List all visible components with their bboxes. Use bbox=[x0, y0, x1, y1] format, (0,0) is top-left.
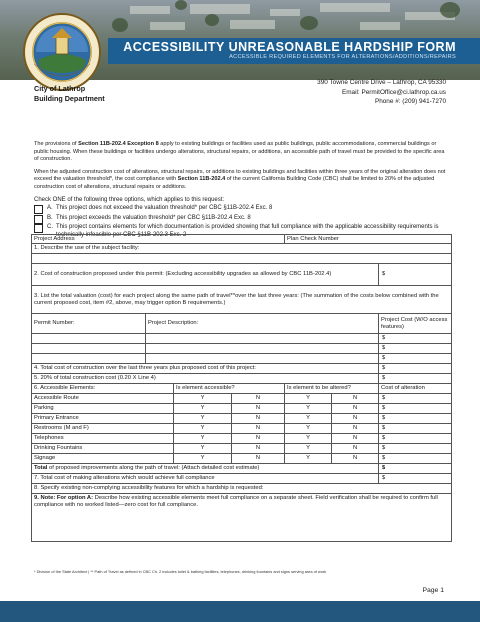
accessible-yes[interactable]: Y bbox=[174, 394, 232, 404]
altered-no[interactable]: N bbox=[332, 444, 379, 454]
check-instructions: Check ONE of the following three options, which applies to this request: bbox=[34, 196, 225, 203]
element-label: Accessible Route bbox=[32, 394, 174, 404]
element-row bbox=[32, 394, 452, 404]
alteration-cost-field[interactable]: $ bbox=[379, 394, 452, 404]
page-number: Page 1 bbox=[422, 587, 444, 594]
accessible-no[interactable]: N bbox=[232, 454, 285, 464]
q1-facility-use[interactable]: 1. Describe the use of the subject facility: bbox=[32, 244, 452, 254]
q5-cost-field[interactable]: $ bbox=[379, 374, 452, 384]
altered-no[interactable]: N bbox=[332, 434, 379, 444]
q2-construction-cost: 2. Cost of construction proposed under this permit: (Excluding accessibility upgrades as allowed by CBC 11B-202.4) bbox=[32, 264, 379, 286]
accessible-no[interactable]: N bbox=[232, 404, 285, 414]
project-address-field[interactable]: Project Address bbox=[32, 235, 285, 244]
q9-option-a-note[interactable] bbox=[32, 494, 452, 542]
alteration-cost-field[interactable]: $ bbox=[379, 414, 452, 424]
altered-yes[interactable]: Y bbox=[285, 394, 332, 404]
cost-row-2[interactable]: $ bbox=[379, 344, 452, 354]
contact-phone: Phone #: (209) 941-7270 bbox=[374, 98, 446, 105]
permit-row-1[interactable] bbox=[32, 334, 146, 344]
element-row bbox=[32, 404, 452, 414]
accessible-yes[interactable]: Y bbox=[174, 404, 232, 414]
altered-yes[interactable]: Y bbox=[285, 414, 332, 424]
permit-row-3[interactable] bbox=[32, 354, 146, 364]
cost-of-alteration-header: Cost of alteration bbox=[379, 384, 452, 394]
project-cost-header: Project Cost (W/O access features) bbox=[379, 314, 452, 334]
accessible-no[interactable]: N bbox=[232, 394, 285, 404]
element-row bbox=[32, 444, 452, 454]
description-row-1[interactable] bbox=[146, 334, 379, 344]
permit-number-header: Permit Number: bbox=[32, 314, 146, 334]
intro-paragraph-2: When the adjusted construction cost of alterations, structural repairs, or additions to existing buildings and facilities within three years of the original alteration does not exceed the valuation threshold*, the cost compliance with Section 11B-202.4 of the current California Building Code (CBC) shall be limited to 20% of the adjusted construction cost of alterations, structural repairs or additions. bbox=[34, 168, 446, 190]
option-c-checkbox[interactable] bbox=[34, 224, 43, 233]
option-b-checkbox[interactable] bbox=[34, 215, 43, 224]
organization-block bbox=[34, 84, 105, 104]
alteration-cost-field[interactable]: $ bbox=[379, 454, 452, 464]
element-row bbox=[32, 424, 452, 434]
total-proposed-improvements: Total of proposed improvements along the path of travel: (Attach detailed cost estimate) bbox=[32, 464, 379, 474]
q2-cost-field[interactable]: $ bbox=[379, 264, 452, 286]
city-name: City of Lathrop bbox=[34, 84, 86, 93]
alteration-cost-field[interactable]: $ bbox=[379, 434, 452, 444]
accessible-yes[interactable]: Y bbox=[174, 424, 232, 434]
element-row bbox=[32, 454, 452, 464]
description-row-2[interactable] bbox=[146, 344, 379, 354]
element-label: Primary Entrance bbox=[32, 414, 174, 424]
alteration-cost-field[interactable]: $ bbox=[379, 424, 452, 434]
alteration-cost-field[interactable]: $ bbox=[379, 404, 452, 414]
q7-cost-field[interactable]: $ bbox=[379, 474, 452, 484]
option-b-text: This project exceeds the valuation threshold* per CBC §11B-202.4 Exc. 8 bbox=[56, 214, 251, 221]
plan-check-number-field[interactable]: Plan Check Number bbox=[285, 235, 452, 244]
option-c: C. This project contains elements for which documentation is provided showing that full compliance with the applicable accessibility requirements is technically infeasible per CBC §11B-202.3 Exc. 2 bbox=[34, 224, 450, 239]
city-seal-logo bbox=[22, 12, 102, 92]
cost-row-3[interactable]: $ bbox=[379, 354, 452, 364]
q1-answer-line[interactable] bbox=[32, 254, 452, 264]
footer-bar bbox=[0, 601, 480, 622]
element-label: Parking bbox=[32, 404, 174, 414]
q8-non-complying-features[interactable]: 8. Specify existing non-complying accessibility features for which a hardship is requested: bbox=[32, 484, 452, 494]
title-banner bbox=[108, 38, 480, 64]
altered-yes[interactable]: Y bbox=[285, 434, 332, 444]
q5-twenty-percent: 5. 20% of total construction cost (0.20 X Line 4) bbox=[32, 374, 379, 384]
element-row bbox=[32, 414, 452, 424]
department-name: Building Department bbox=[34, 94, 105, 103]
q3-total-valuation: 3. List the total valuation (cost) for each project along the same path of travel**over the last three years: (The summation of the costs below combined with the current proposed cost, item #2, above, may trigger option B requirements.) bbox=[32, 286, 452, 314]
q6-accessible-elements-header: 6. Accessible Elements: bbox=[32, 384, 174, 394]
altered-no[interactable]: N bbox=[332, 454, 379, 464]
option-a-checkbox[interactable] bbox=[34, 205, 43, 214]
intro-paragraph-1: The provisions of Section 11B-202.4 Exception 8 apply to existing buildings or facilities used as public buildings, public accommodations, commercial buildings or public housing. When these buildings or facilities undergo alterations, structural repairs, or additions, an accessible path of travel must be provided to the specific area of construction. bbox=[34, 141, 445, 163]
element-label: Telephones bbox=[32, 434, 174, 444]
project-description-header: Project Description: bbox=[146, 314, 379, 334]
alteration-cost-field[interactable]: $ bbox=[379, 444, 452, 454]
option-c-text: This project contains elements for which documentation is provided showing that full compliance with the applicable accessibility requirements is technically infeasible per CBC §11B-202.3 Exc. 2 bbox=[56, 224, 439, 238]
cost-row-1[interactable]: $ bbox=[379, 334, 452, 344]
accessible-yes[interactable]: Y bbox=[174, 434, 232, 444]
element-label: Drinking Fountains bbox=[32, 444, 174, 454]
altered-no[interactable]: N bbox=[332, 424, 379, 434]
is-accessible-header: Is element accessible? bbox=[174, 384, 285, 394]
intro-section bbox=[34, 141, 450, 239]
altered-no[interactable]: N bbox=[332, 404, 379, 414]
element-row bbox=[32, 434, 452, 444]
q7-full-compliance-cost: 7. Total cost of making alterations which would achieve full compliance bbox=[32, 474, 379, 484]
accessible-no[interactable]: N bbox=[232, 434, 285, 444]
form-title: ACCESSIBILITY UNREASONABLE HARDSHIP FORM bbox=[123, 40, 456, 54]
element-label: Restrooms (M and F) bbox=[32, 424, 174, 434]
element-label: Signage bbox=[32, 454, 174, 464]
q4-total-cost: 4. Total cost of construction over the last three years plus proposed cost of this project: bbox=[32, 364, 379, 374]
footnote: * Division of the State Architect | ** Path of Travel as defined in CBC Ch. 2 includes toilet & bathing facilities, telephones, drinking fountains and signs serving area of work bbox=[34, 569, 327, 574]
altered-yes[interactable]: Y bbox=[285, 454, 332, 464]
accessible-yes[interactable]: Y bbox=[174, 454, 232, 464]
form-subtitle: ACCESSIBLE REQUIRED ELEMENTS FOR ALTERATIONS/ADDITIONS/REPAIRS bbox=[229, 54, 456, 60]
description-row-3[interactable] bbox=[146, 354, 379, 364]
q4-cost-field[interactable]: $ bbox=[379, 364, 452, 374]
accessible-no[interactable]: N bbox=[232, 444, 285, 454]
option-a: A. This project does not exceed the valuation threshold* per CBC §11B-202.4 Exc. 8 bbox=[34, 205, 450, 215]
altered-yes[interactable]: Y bbox=[285, 424, 332, 434]
permit-row-2[interactable] bbox=[32, 344, 146, 354]
contact-email: Email: PermitOffice@ci.lathrop.ca.us bbox=[341, 88, 446, 96]
option-a-text: This project does not exceed the valuation threshold* per CBC §11B-202.4 Exc. 8 bbox=[56, 205, 273, 212]
accessible-yes[interactable]: Y bbox=[174, 414, 232, 424]
altered-no[interactable]: N bbox=[332, 394, 379, 404]
contact-address: 390 Towne Centre Drive – Lathrop, CA 95330 bbox=[317, 79, 446, 86]
accessible-yes[interactable]: Y bbox=[174, 444, 232, 454]
hardship-form-table bbox=[31, 234, 452, 542]
option-b: B. This project exceeds the valuation threshold* per CBC §11B-202.4 Exc. 8 bbox=[34, 215, 450, 225]
total-cost-field[interactable]: $ bbox=[379, 464, 452, 474]
is-altered-header: Is element to be altered? bbox=[285, 384, 379, 394]
q9-note-label: 9. Note: For option A: bbox=[34, 495, 94, 501]
accessible-no[interactable]: N bbox=[232, 414, 285, 424]
accessible-no[interactable]: N bbox=[232, 424, 285, 434]
q9-note-text: Describe how existing accessible elements meet full compliance on a separate sheet. Field verification shall be required to confirm full compliance with no worked listed—zero cost for full compliance. bbox=[34, 495, 438, 508]
altered-no[interactable]: N bbox=[332, 414, 379, 424]
contact-block bbox=[317, 78, 446, 107]
altered-yes[interactable]: Y bbox=[285, 404, 332, 414]
altered-yes[interactable]: Y bbox=[285, 444, 332, 454]
